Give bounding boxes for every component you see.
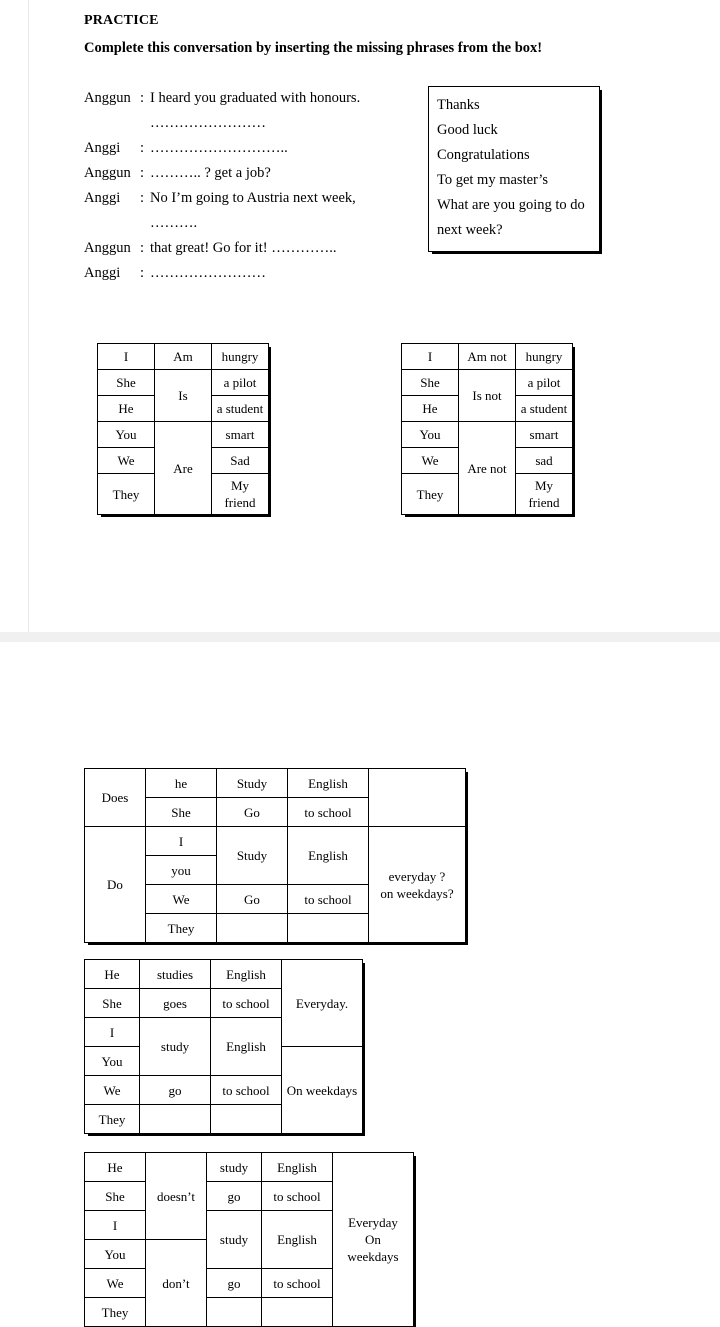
cell-verb: go <box>140 1076 211 1105</box>
cell-object: to school <box>262 1269 333 1298</box>
cell-subject: She <box>85 989 140 1018</box>
table-row <box>85 769 466 798</box>
dialogue-line <box>84 236 414 261</box>
cell-object: English <box>262 1211 333 1269</box>
dialogue-separator: : <box>140 140 145 156</box>
dialogue-text: ……………………….. <box>150 140 288 156</box>
table-row <box>85 960 363 989</box>
cell-complement: hungry <box>212 344 269 370</box>
table-row <box>402 370 573 396</box>
adverbial-line-2: On <box>365 1232 381 1247</box>
table-row <box>85 1153 414 1182</box>
cell-verb <box>140 1105 211 1134</box>
cell-complement: Sad <box>212 448 269 474</box>
cell-complement: a student <box>516 396 573 422</box>
cell-verb: study <box>207 1153 262 1182</box>
cell-subject: You <box>98 422 155 448</box>
table-row <box>402 422 573 448</box>
phrase-box-item: Congratulations <box>437 147 530 163</box>
cell-adverbial <box>333 1153 414 1327</box>
cell-subject: They <box>402 474 459 515</box>
cell-subject: he <box>146 769 217 798</box>
cell-subject: They <box>146 914 217 943</box>
cell-subject: We <box>98 448 155 474</box>
cell-object: to school <box>211 989 282 1018</box>
cell-verb: Is <box>155 370 212 422</box>
cell-object: to school <box>288 798 369 827</box>
cell-object <box>211 1105 282 1134</box>
cell-subject: He <box>402 396 459 422</box>
cell-object: English <box>211 1018 282 1076</box>
adverbial-line-3: weekdays <box>347 1249 399 1264</box>
cell-complement: a student <box>212 396 269 422</box>
cell-subject: They <box>98 474 155 515</box>
cell-verb: Go <box>217 885 288 914</box>
dialogue-line <box>84 86 414 111</box>
adverbial-line-1: Everyday <box>348 1215 398 1230</box>
page-title: PRACTICE <box>84 13 159 28</box>
cell-verb: Am <box>155 344 212 370</box>
table-question-form <box>84 768 466 943</box>
cell-verb: Are <box>155 422 212 515</box>
dialogue-separator: : <box>140 165 145 181</box>
dialogue-text: …………………… <box>150 265 266 281</box>
cell-verb <box>217 914 288 943</box>
cell-subject: I <box>146 827 217 856</box>
page-break-band <box>0 632 720 642</box>
table-be-negative <box>401 343 573 515</box>
cell-auxiliary: Do <box>85 827 146 943</box>
cell-subject: We <box>85 1076 140 1105</box>
cell-subject: She <box>146 798 217 827</box>
cell-verb: goes <box>140 989 211 1018</box>
cell-subject: We <box>85 1269 146 1298</box>
page-left-rule <box>28 0 29 636</box>
cell-auxiliary: Does <box>85 769 146 827</box>
table-negative-form <box>84 1152 414 1327</box>
cell-object <box>262 1298 333 1327</box>
cell-subject: You <box>402 422 459 448</box>
cell-verb <box>207 1298 262 1327</box>
cell-subject: you <box>146 856 217 885</box>
adverbial-line-2: on weekdays? <box>380 885 454 901</box>
dialogue-text: No I’m going to Austria next week, <box>150 190 356 206</box>
cell-subject: I <box>402 344 459 370</box>
dialogue-separator: : <box>140 190 145 206</box>
cell-adverbial <box>369 827 466 943</box>
cell-subject: She <box>85 1182 146 1211</box>
cell-complement: sad <box>516 448 573 474</box>
dialogue-separator: : <box>140 90 145 106</box>
cell-verb: go <box>207 1182 262 1211</box>
dialogue-text: ……….. ? get a job? <box>150 165 271 181</box>
cell-verb: Go <box>217 798 288 827</box>
dialogue-speaker: Anggi <box>84 140 121 156</box>
cell-auxiliary: doesn’t <box>146 1153 207 1240</box>
cell-verb: study <box>207 1211 262 1269</box>
cell-object: English <box>288 827 369 885</box>
cell-verb: Am not <box>459 344 516 370</box>
cell-subject: I <box>98 344 155 370</box>
cell-subject: I <box>85 1018 140 1047</box>
cell-subject: He <box>98 396 155 422</box>
cell-subject: She <box>402 370 459 396</box>
phrase-box-item: next week? <box>437 222 503 238</box>
cell-auxiliary: don’t <box>146 1240 207 1327</box>
dialogue-separator: : <box>140 240 145 256</box>
phrase-box-item: To get my master’s <box>437 172 549 188</box>
cell-complement: a pilot <box>212 370 269 396</box>
table-row <box>98 370 269 396</box>
cell-object: to school <box>211 1076 282 1105</box>
cell-object: English <box>211 960 282 989</box>
cell-object <box>288 914 369 943</box>
cell-subject: He <box>85 1153 146 1182</box>
dialogue-speaker: Anggun <box>84 240 131 256</box>
cell-object: English <box>288 769 369 798</box>
table-be-positive <box>97 343 269 515</box>
cell-complement: smart <box>516 422 573 448</box>
instruction-text: Complete this conversation by inserting the missing phrases from the box! <box>84 40 543 56</box>
cell-verb: studies <box>140 960 211 989</box>
dialogue-line <box>84 261 414 286</box>
table-row <box>98 344 269 370</box>
dialogue-line <box>84 161 414 186</box>
dialogue-speaker: Anggi <box>84 190 121 206</box>
dialogue-speaker: Anggun <box>84 165 131 181</box>
table-row <box>85 827 466 856</box>
cell-object: to school <box>262 1182 333 1211</box>
cell-adverbial <box>369 769 466 827</box>
dialogue-speaker: Anggi <box>84 265 121 281</box>
cell-subject: You <box>85 1240 146 1269</box>
table-affirmative-form <box>84 959 363 1134</box>
phrase-box-item: Good luck <box>437 122 498 138</box>
cell-subject: We <box>402 448 459 474</box>
cell-object: English <box>262 1153 333 1182</box>
dialogue-text: that great! Go for it! ………….. <box>150 240 337 256</box>
cell-verb: Are not <box>459 422 516 515</box>
dialogue-line <box>84 136 414 161</box>
cell-verb: study <box>140 1018 211 1076</box>
cell-subject: He <box>85 960 140 989</box>
table-row <box>402 344 573 370</box>
dialogue-line-continuation: …………………… <box>150 115 266 131</box>
cell-complement: My friend <box>516 474 573 515</box>
phrase-box <box>428 86 600 252</box>
cell-subject: We <box>146 885 217 914</box>
dialogue-text: I heard you graduated with honours. <box>150 90 361 106</box>
dialogue-speaker: Anggun <box>84 90 131 106</box>
table-row <box>98 422 269 448</box>
phrase-box-item: Thanks <box>437 97 480 113</box>
phrase-box-item: What are you going to do <box>437 197 585 213</box>
cell-complement: hungry <box>516 344 573 370</box>
cell-complement: smart <box>212 422 269 448</box>
cell-verb: Study <box>217 827 288 885</box>
cell-adverbial: Everyday. <box>282 960 363 1047</box>
cell-object: to school <box>288 885 369 914</box>
cell-complement: My friend <box>212 474 269 515</box>
cell-verb: Is not <box>459 370 516 422</box>
dialogue-separator: : <box>140 265 145 281</box>
dialogue-block <box>84 86 414 286</box>
dialogue-line <box>84 186 414 211</box>
cell-subject: I <box>85 1211 146 1240</box>
cell-adverbial: On weekdays <box>282 1047 363 1134</box>
cell-verb: Study <box>217 769 288 798</box>
cell-subject: You <box>85 1047 140 1076</box>
dialogue-line-continuation: ………. <box>150 215 198 231</box>
cell-verb: go <box>207 1269 262 1298</box>
cell-subject: They <box>85 1298 146 1327</box>
adverbial-line-1: everyday ? <box>388 868 446 884</box>
cell-subject: She <box>98 370 155 396</box>
cell-complement: a pilot <box>516 370 573 396</box>
cell-subject: They <box>85 1105 140 1134</box>
